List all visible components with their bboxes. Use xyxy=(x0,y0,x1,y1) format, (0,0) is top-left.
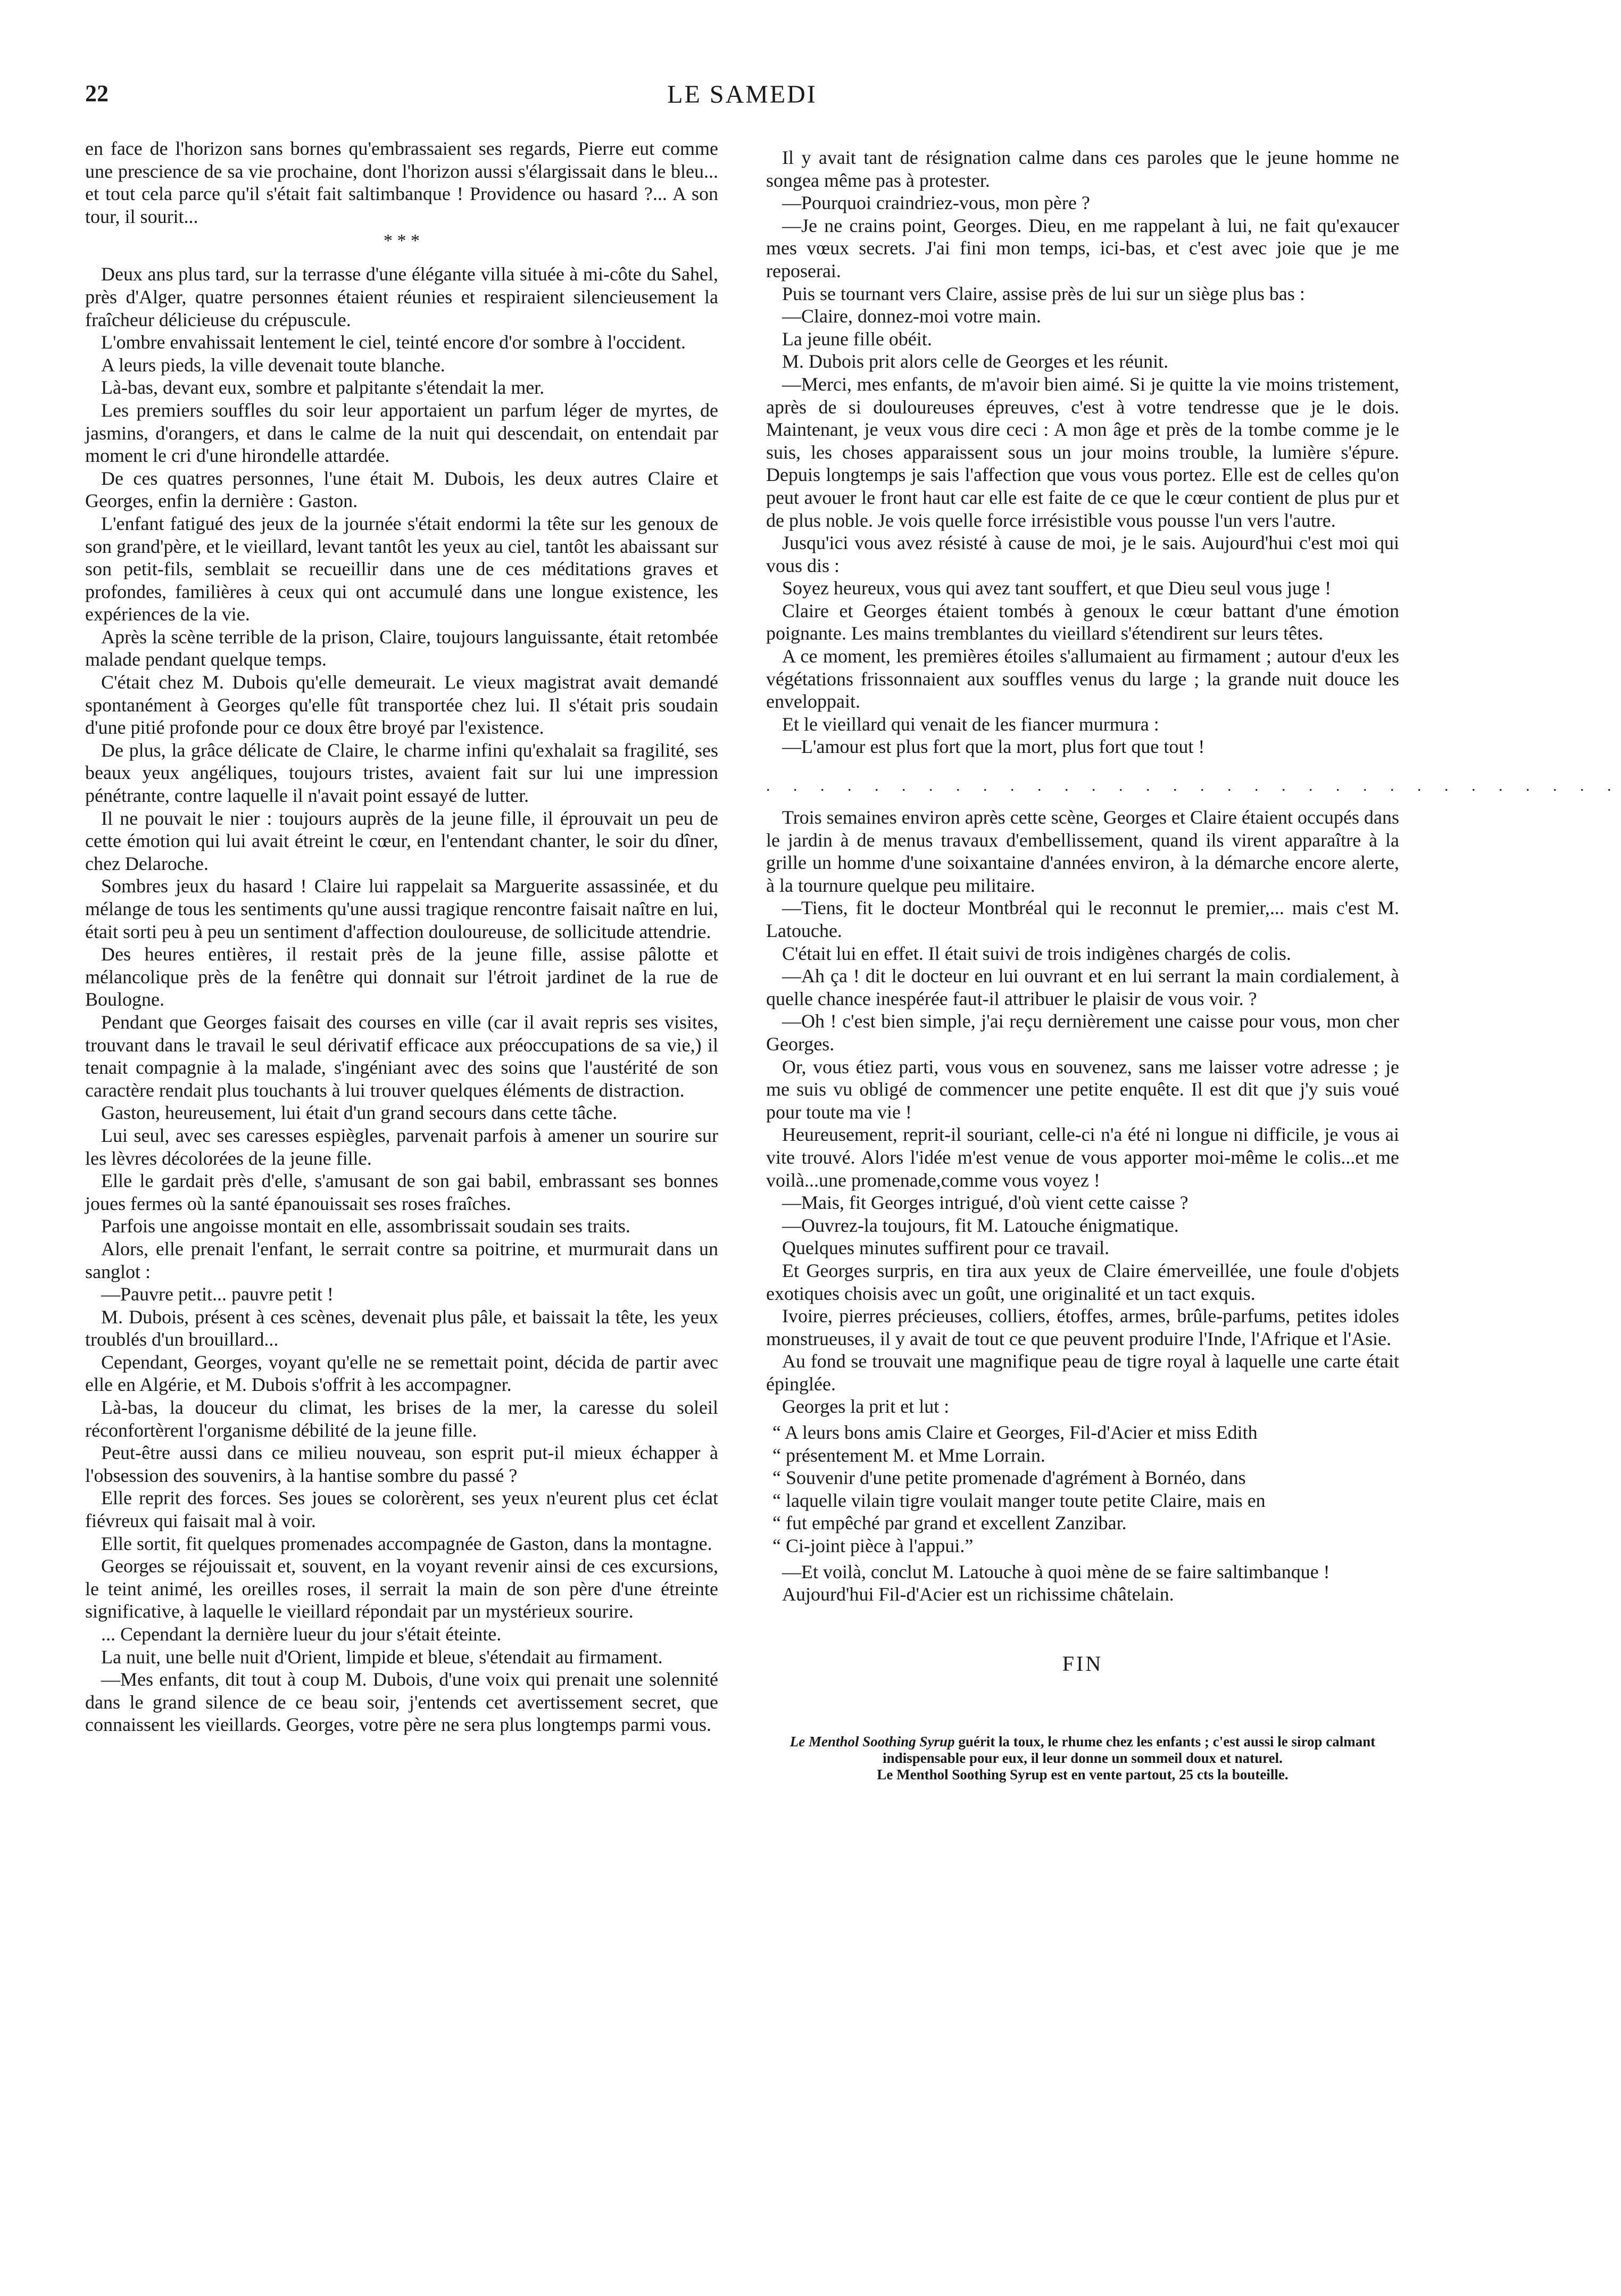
paragraph: Georges la prit et lut : xyxy=(782,1396,950,1418)
running-head xyxy=(85,80,1399,117)
dotted-separator: . . . . . . . . . . . . . . . . . . . . . . . . . . . . . . . . xyxy=(766,777,1621,795)
paragraph: Elle sortit, fit quelques promenades accompagnée de Gaston, dans la montagne. xyxy=(101,1532,712,1554)
dialogue-line: —Et voilà, conclut M. Latouche à quoi mène de se faire saltimbanque ! xyxy=(782,1561,1330,1582)
paragraph: Lui seul, avec ses caresses espiègles, parvenait parfois à amener un sourire sur les lèvres décolorées de la jeune fille. xyxy=(85,1124,718,1169)
letter-line: “ présentement M. et Mme Lorrain. xyxy=(772,1444,1045,1466)
letter-line: “ A leurs bons amis Claire et Georges, Fil-d'Acier et miss Edith xyxy=(772,1422,1258,1444)
paragraph: Gaston, heureusement, lui était d'un grand secours dans cette tâche. xyxy=(101,1102,618,1124)
paragraph: en face de l'horizon sans bornes qu'embrassaient ses regards, Pierre eut comme une prescience de sa vie prochaine, dont l'horizon aussi s'élargissait dans le bleu... et tout cela parce qu'il s'était fait saltimbanque ! Providence ou hasard ?... A son tour, il sourit... xyxy=(85,138,718,227)
dialogue-line: —Pourquoi craindriez-vous, mon père ? xyxy=(782,192,1090,214)
advert-text: guérit la toux, le rhume chez les enfants ; c'est aussi le sirop calmant indispensable pour eux, il leur donne un sommeil doux et naturel. xyxy=(883,1734,1376,1767)
paragraph: C'était lui en effet. Il était suivi de trois indigènes chargés de colis. xyxy=(782,942,1291,964)
dialogue-line: —Claire, donnez-moi votre main. xyxy=(782,305,1041,327)
paragraph: Au fond se trouvait une magnifique peau de tigre royal à laquelle une carte était épinglée. xyxy=(766,1350,1399,1395)
letter-line: “ Ci-joint pièce à l'appui.” xyxy=(772,1535,974,1557)
paragraph: Elle reprit des forces. Ses joues se colorèrent, ses yeux n'eurent plus cet éclat fiévreux qui faisait mal à voir. xyxy=(85,1487,718,1532)
paragraph: La jeune fille obéit. xyxy=(782,328,932,350)
paragraph: Elle le gardait près d'elle, s'amusant de son gai babil, embrassant ses bonnes joues fermes où la santé épanouissait ses roses fraîches. xyxy=(85,1170,718,1214)
paragraph: La nuit, une belle nuit d'Orient, limpide et bleue, s'étendait au firmament. xyxy=(101,1646,663,1668)
dialogue-line: —L'amour est plus fort que la mort, plus fort que tout ! xyxy=(782,736,1205,758)
dialogue-line: —Mes enfants, dit tout à coup M. Dubois, d'une voix qui prenait une solennité dans le grand silence de ce beau soir, j'entends cet avertissement secret, que connaissent les vieillards. Georges, votre père ne sera plus longtemps parmi vous. xyxy=(85,1669,718,1736)
paragraph: Là-bas, la douceur du climat, les brises de la mer, la caresse du soleil réconfortèrent l'organisme débilité de la jeune fille. xyxy=(85,1397,718,1441)
dialogue-line: —Je ne crains point, Georges. Dieu, en me rappelant à lui, ne fait qu'exaucer mes vœux secrets. J'ai fini mon temps, ici-bas, et c'est avec joie que je me reposerai. xyxy=(766,214,1399,281)
dialogue-line: —Oh ! c'est bien simple, j'ai reçu dernièrement une caisse pour vous, mon cher Georges. xyxy=(766,1010,1399,1055)
paragraph: De ces quatres personnes, l'une était M. Dubois, les deux autres Claire et Georges, enfin la dernière : Gaston. xyxy=(85,467,718,512)
paragraph: Puis se tournant vers Claire, assise près de lui sur un siège plus bas : xyxy=(782,283,1305,304)
paragraph: C'était chez M. Dubois qu'elle demeurait. Le vieux magistrat avait demandé spontanément à Georges qu'elle fût transportée chez lui. Il s'était pris soudain d'une pitié profonde pour ce doux être broyé par l'existence. xyxy=(85,672,718,739)
paragraph: Or, vous étiez parti, vous vous en souvenez, sans me laisser votre adresse ; je me suis vu obligé de commencer une petite enquête. Il est dit que j'y suis voué pour toute ma vie ! xyxy=(766,1056,1399,1123)
paragraph: Il ne pouvait le nier : toujours auprès de la jeune fille, il éprouvait un peu de cette émotion qui lui avait étreint le cœur, en l'entendant chanter, le soir du dîner, chez Delaroche. xyxy=(85,807,718,874)
paragraph: Peut-être aussi dans ce milieu nouveau, son esprit put-il mieux échapper à l'obsession des souvenirs, à la hantise sombre du passé ? xyxy=(85,1442,718,1486)
paragraph: Là-bas, devant eux, sombre et palpitante s'étendait la mer. xyxy=(101,377,545,399)
advert-brand: Le Menthol Soothing Syrup xyxy=(789,1734,955,1750)
dialogue-line: —Mais, fit Georges intrigué, d'où vient cette caisse ? xyxy=(782,1192,1188,1214)
journal-title: LE SAMEDI xyxy=(667,80,817,109)
paragraph: Et Georges surpris, en tira aux yeux de Claire émerveillée, une foule d'objets exotiques choisis avec un goût, une originalité et un tact exquis. xyxy=(766,1259,1399,1304)
letter-line: “ laquelle vilain tigre voulait manger toute petite Claire, mais en xyxy=(772,1489,1266,1511)
left-column xyxy=(85,137,718,1736)
paragraph: L'ombre envahissait lentement le ciel, teinté encore d'or sombre à l'occident. xyxy=(101,331,686,353)
quoted-card-letter xyxy=(766,1421,1399,1557)
letter-line: “ fut empêché par grand et excellent Zanzibar. xyxy=(772,1512,1127,1534)
paragraph: De plus, la grâce délicate de Claire, le charme infini qu'exhalait sa fragilité, ses beaux yeux angéliques, toujours tristes, avaient fait sur lui une impression pénétrante, contre laquelle il n'avait point essayé de lutter. xyxy=(85,739,718,807)
advert-text: Le Menthol Soothing Syrup est en vente partout, 25 cts la bouteille. xyxy=(877,1767,1289,1783)
paragraph: A leurs pieds, la ville devenait toute blanche. xyxy=(101,354,445,376)
paragraph: ... Cependant la dernière lueur du jour s'était éteinte. xyxy=(101,1623,502,1645)
paragraph: Georges se réjouissait et, souvent, en la voyant revenir ainsi de ces excursions, le teint animé, les oreilles roses, il serrait la main de son père d'une étreinte significative, à laquelle le vieillard répondait par un mystérieux sourire. xyxy=(85,1555,718,1622)
paragraph: Alors, elle prenait l'enfant, le serrait contre sa poitrine, et murmurait dans un sanglot : xyxy=(85,1238,718,1282)
dialogue-line: —Tiens, fit le docteur Montbréal qui le reconnut le premier,... mais c'est M. Latouche. xyxy=(766,897,1399,941)
paragraph: Et le vieillard qui venait de les fiancer murmura : xyxy=(782,713,1159,735)
paragraph: A ce moment, les premières étoiles s'allumaient au firmament ; autour d'eux les végétations frissonnaient aux souffles venus du large ; la grande nuit douce les enveloppait. xyxy=(766,645,1399,712)
letter-line: “ Souvenir d'une petite promenade d'agrément à Bornéo, dans xyxy=(772,1467,1246,1489)
paragraph: Trois semaines environ après cette scène, Georges et Claire étaient occupés dans le jardin à de menus travaux d'embellissement, quand ils virent apparaître à la grille un homme d'une soixantaine d'années environ, à la démarche encore alerte, à la tournure quelque peu militaire. xyxy=(766,807,1399,896)
syrup-advertisement xyxy=(766,1734,1399,1783)
dialogue-line: —Ouvrez-la toujours, fit M. Latouche énigmatique. xyxy=(782,1214,1179,1236)
paragraph: Cependant, Georges, voyant qu'elle ne se remettait point, décida de partir avec elle en Algérie, et M. Dubois s'offrit à les accompagner. xyxy=(85,1351,718,1396)
paragraph: Soyez heureux, vous qui avez tant souffert, et que Dieu seul vous juge ! xyxy=(782,577,1332,599)
paragraph: Parfois une angoisse montait en elle, assombrissait soudain ses traits. xyxy=(101,1215,630,1237)
paragraph: M. Dubois, présent à ces scènes, devenait plus pâle, et baissait la tête, les yeux troublés d'un brouillard... xyxy=(85,1306,718,1350)
paragraph: Deux ans plus tard, sur la terrasse d'une élégante villa située à mi-côte du Sahel, près d'Alger, quatre personnes étaient réunies et respiraient silencieusement la fraîcheur délicieuse du crépuscule. xyxy=(85,263,718,330)
paragraph: Ivoire, pierres précieuses, colliers, étoffes, armes, brûle-parfums, petites idoles monstrueuses, il y avait de tout ce que peuvent produire l'Inde, l'Afrique et l'Asie. xyxy=(766,1305,1399,1349)
paragraph: Après la scène terrible de la prison, Claire, toujours languissante, était retombée malade pendant quelque temps. xyxy=(85,626,718,670)
paragraph: Des heures entières, il restait près de la jeune fille, assise pâlotte et mélancolique près de la fenêtre qui donnait sur l'étroit jardinet de la rue de Boulogne. xyxy=(85,943,718,1010)
right-column xyxy=(766,146,1621,1783)
page-number: 22 xyxy=(85,80,109,106)
paragraph: Sombres jeux du hasard ! Claire lui rappelait sa Marguerite assassinée, et du mélange de tous les sentiments qu'une aussi tragique rencontre faisait naître en lui, était sorti peu à peu un sentiment d'affection douloureuse, de sollicitude attendrie. xyxy=(85,875,718,942)
fin-mark: FIN xyxy=(1062,1651,1103,1676)
paragraph: Il y avait tant de résignation calme dans ces paroles que le jeune homme ne songea même pas à protester. xyxy=(766,147,1399,191)
dialogue-line: —Pauvre petit... pauvre petit ! xyxy=(101,1283,334,1305)
paragraph: Aujourd'hui Fil-d'Acier est un richissime châtelain. xyxy=(782,1584,1174,1605)
paragraph: Les premiers souffles du soir leur apportaient un parfum léger de myrtes, de jasmins, d'orangers, et dans le calme de la nuit qui descendait, on entendait par moment le cri d'une hirondelle attardée. xyxy=(85,399,718,467)
paragraph: L'enfant fatigué des jeux de la journée s'était endormi la tête sur les genoux de son grand'père, et le vieillard, levant tantôt les yeux au ciel, tantôt les abaissant sur son petit-fils, semblait se recueillir dans une de ces méditations graves et profondes, familières à ceux qui ont accumulé dans une longue existence, les expériences de la vie. xyxy=(85,512,718,625)
paragraph: Claire et Georges étaient tombés à genoux le cœur battant d'une émotion poignante. Les mains tremblantes du vieillard s'étendirent sur leurs têtes. xyxy=(766,600,1399,644)
section-break-asterism: * * * xyxy=(384,231,420,251)
paragraph: M. Dubois prit alors celle de Georges et les réunit. xyxy=(782,351,1169,372)
dialogue-line: —Merci, mes enfants, de m'avoir bien aimé. Si je quitte la vie moins tristement, après de si douloureuses épreuves, c'est à votre tendresse que je le dois. Maintenant, je veux vous dire ceci : A mon âge et près de la tombe comme je le suis, les choses apparaissent sous un jour moins trouble, la lumière s'épure. Depuis longtemps je sais l'affection que vous vous portez. Elle est de celles qu'on peut avouer le front haut car elle est faite de ce que le cœur contient de plus pur et de plus noble. Je vois quelle force irrésistible vous pousse l'un vers l'autre. xyxy=(766,373,1399,531)
paragraph: Jusqu'ici vous avez résisté à cause de moi, je le sais. Aujourd'hui c'est moi qui vous dis : xyxy=(766,532,1399,576)
paragraph: Quelques minutes suffirent pour ce travail. xyxy=(782,1237,1110,1259)
paragraph: Heureusement, reprit-il souriant, celle-ci n'a été ni longue ni difficile, je vous ai vite trouvé. Alors l'idée m'est venue de vous apporter moi-même le colis...et me voilà...une promenade,comme vous voyez ! xyxy=(766,1124,1399,1191)
paragraph: Pendant que Georges faisait des courses en ville (car il avait repris ses visites, trouvant dans le travail le seul dérivatif efficace aux préoccupations de sa vie,) il tenait compagnie à la malade, s'ingéniant avec des soins que l'austérité de son caractère rendait plus touchants à lui trouver quelques éléments de distraction. xyxy=(85,1011,718,1101)
dialogue-line: —Ah ça ! dit le docteur en lui ouvrant et en lui serrant la main cordialement, à quelle chance inespérée faut-il attribuer le plaisir de vous voir. ? xyxy=(766,965,1399,1009)
